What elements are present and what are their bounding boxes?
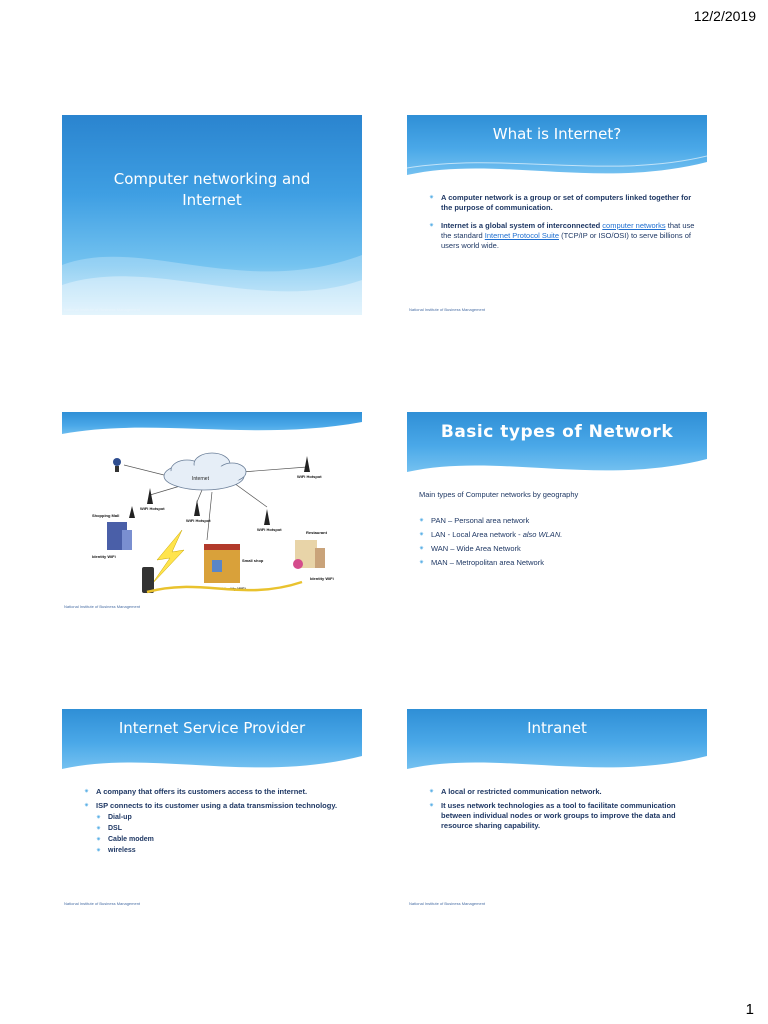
identity-label: Identity WiFi [310,576,334,581]
bullet-icon: ✷ [96,826,102,832]
slide-content [84,787,354,860]
bullet-icon: ✷ [429,803,435,809]
wifi-network-diagram [62,412,362,612]
sub-item: ✷ Cable modem [96,836,154,843]
shopping-mall-icon [107,522,132,550]
bullet-icon: ✷ [96,837,102,843]
bullet-icon: ✷ [419,532,425,538]
title-bar [62,709,362,784]
bullet-icon: ✷ [96,848,102,854]
slide-content [419,490,689,572]
title-bar [407,115,707,190]
bullet-item: ✷ A local or restricted communication network. [429,787,602,796]
bullet-icon: ✷ [429,195,435,201]
cloud-label: Internet [192,476,209,482]
page-date: 12/2/2019 [693,8,756,24]
bullet-icon: ✷ [96,815,102,821]
title-bar [407,412,707,487]
hotspot-label: WiFi Hotspot [140,506,165,511]
bullet-item: ✷ It uses network technologies as a tool to facilitate communication between individual nodes or work groups to improve the data and resource sharing capability. [429,801,676,830]
wave-decoration [407,447,707,487]
bullet-icon: ✷ [419,546,425,552]
identity-label: Identity WiFi [222,586,246,591]
network-type-item: ✷ WAN – Wide Area Network [419,544,521,553]
wave-decoration [407,744,707,784]
hotspot-label: WiFi Hotspot [257,527,282,532]
bullet-item: ✷ ISP connects to its customer using a data transmission technology. ✷ Dial-up ✷ DSL ✷ Cable modem ✷ wireless [84,801,354,856]
slide-3 [62,412,362,612]
bullet-item: ✷ A computer network is a group or set of computers linked together for the purpose of communication. [429,193,692,212]
wave-decoration [407,150,707,190]
bullet-icon: ✷ [419,560,425,566]
computer-networks-link[interactable]: computer networks [602,221,666,230]
internet-cloud-icon [164,453,246,490]
sub-item: ✷ Dial-up [96,814,132,821]
network-type-item: ✷ PAN – Personal area network [419,516,530,525]
slide-title: What is Internet? [492,125,622,143]
identity-label: Identity WiFi [92,554,116,559]
restaurant-label: Restaurant [306,530,327,535]
slide-footer: National Institute of Business Management [409,307,486,312]
slide-4 [407,412,707,612]
bullet-icon: ✷ [84,803,90,809]
network-type-item: ✷ LAN - Local Area network - also WLAN. [419,530,563,539]
slide-6 [407,709,707,909]
title-bar [407,709,707,784]
slide-1 [62,115,362,315]
slide-5 [62,709,362,909]
slide-footer: National Institute of Business Management [64,307,141,312]
slide-footer: National Institute of Business Management [409,901,486,906]
sub-item: ✷ wireless [96,847,136,854]
slide-title: Basic types of Network [440,422,674,442]
lightning-icon [152,530,184,584]
internet-protocol-suite-link[interactable]: Internet Protocol Suite [484,231,559,240]
page-number: 1 [745,1001,754,1018]
slide-title: Computer networking and Internet [113,170,311,209]
hotspot-label: WiFi Hotspot [297,474,322,479]
slide-footer: National Institute of Business Management [64,901,141,906]
bullet-icon: ✷ [429,223,435,229]
bullet-icon: ✷ [429,789,435,795]
small-shop-icon [204,544,240,583]
mall-label: Shopping Mall [92,513,120,518]
satellite-dish-icon [113,458,121,472]
bullet-item: ✷ Internet is a global system of interconnected computer networks that use the standard Internet Protocol Suite (TCP/IP or ISO/OSI) to serve billions of users world wide. [429,221,695,250]
shop-label: Small shop [242,558,264,563]
bullet-item: ✷ A company that offers its customers access to the internet. [84,787,308,796]
wave-decoration [62,744,362,784]
bullet-icon: ✷ [419,518,425,524]
mobile-phone-icon [142,567,154,593]
network-type-item: ✷ MAN – Metropolitan area Network [419,558,544,567]
intro-text: Main types of Computer networks by geography [419,490,579,499]
slide-2 [407,115,707,315]
slide-content [429,193,699,255]
sub-item: ✷ DSL [96,825,122,832]
restaurant-icon [293,540,325,569]
slide-footer: National Institute of Business Management [64,604,141,609]
slide-title: Internet Service Provider [118,719,306,737]
hotspot-label: WiFi Hotspot [186,518,211,523]
bullet-icon: ✷ [84,789,90,795]
slide-background [62,115,362,315]
slide-content [429,787,699,835]
wave-decoration [62,115,362,315]
slide-title: Intranet [527,719,587,737]
